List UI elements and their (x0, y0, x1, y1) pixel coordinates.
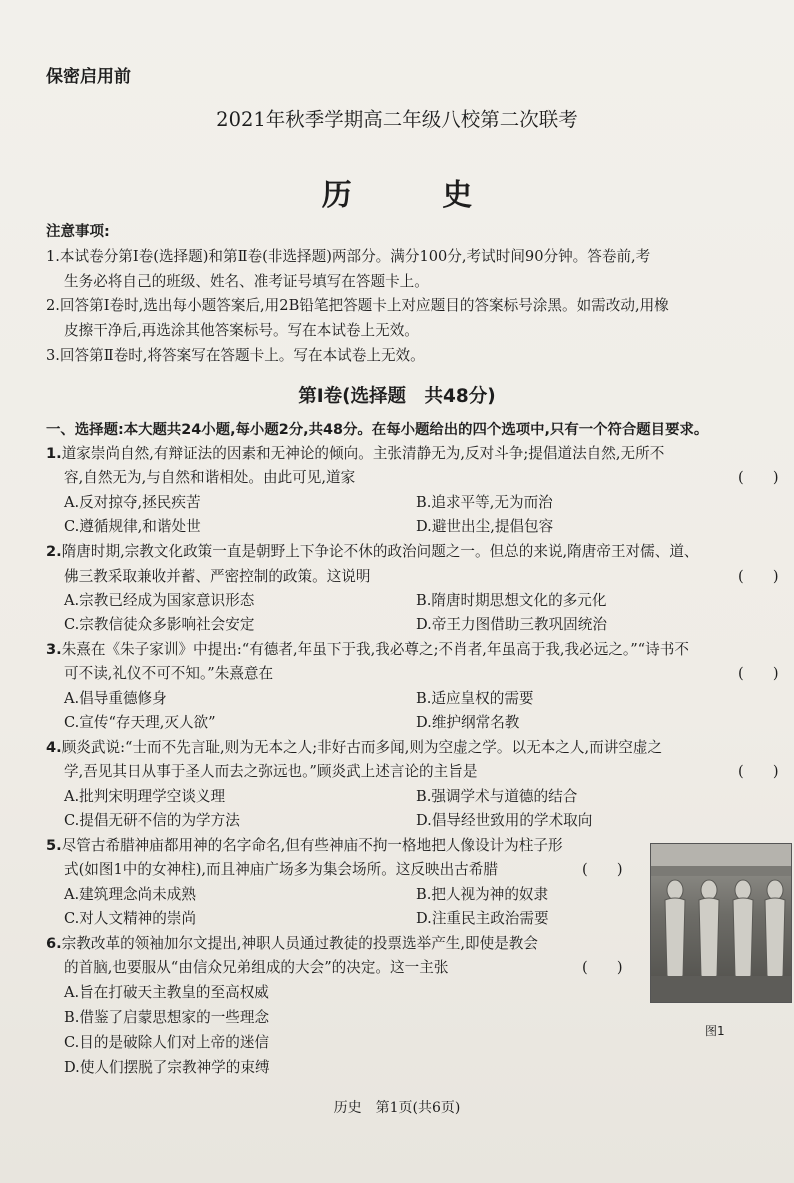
question-1-stem-line: 容,自然无为,与自然和谐相处。由此可见,道家 (64, 469, 356, 486)
option: B.适应皇权的需要 (416, 690, 534, 707)
answer-parentheses: ( ) (738, 763, 779, 780)
option: D.倡导经世致用的学术取向 (416, 812, 593, 829)
part-instructions (46, 418, 708, 439)
stem-text: 尽管古希腊神庙都用神的名字命名,但有些神庙不拘一格地把人像设计为柱子形 (61, 837, 563, 854)
option: A.反对掠夺,拯民疾苦 (64, 494, 201, 511)
question-2-stem-line (46, 540, 699, 561)
question-2-stem-line: 佛三教采取兼收并蓄、严密控制的政策。这说明 (64, 568, 371, 585)
option: C.对人文精神的崇尚 (64, 910, 197, 927)
option: A.建筑理念尚未成熟 (64, 886, 196, 903)
question-number: 3. (46, 641, 62, 658)
question-5-stem-line: 式(如图1中的女神柱),而且神庙广场多为集会场所。这反映出古希腊 (64, 861, 498, 878)
option: C.宗教信徒众多影响社会安定 (64, 616, 255, 633)
answer-parentheses: ( ) (738, 469, 779, 486)
option: C.宣传“存天理,灭人欲” (64, 714, 216, 731)
option: B.借鉴了启蒙思想家的一些理念 (64, 1009, 270, 1026)
part-instruction: 在每小题给出的四个选项中,只有一个符合题目要求。 (371, 422, 709, 438)
answer-parentheses: ( ) (582, 861, 623, 878)
option: A.批判宋明理学空谈义理 (64, 788, 226, 805)
option: A.旨在打破天主教皇的至高权威 (64, 984, 269, 1001)
question-4-stem-line (46, 736, 662, 757)
option: C.目的是破除人们对上帝的迷信 (64, 1034, 270, 1051)
stem-text: 道家崇尚自然,有辩证法的因素和无神论的倾向。主张清静无为,反对斗争;提倡道法自然,无所不 (61, 445, 665, 462)
question-number: 5. (46, 837, 62, 854)
stem-text: 宗教改革的领袖加尔文提出,神职人员通过教徒的投票选举产生,即使是教会 (61, 935, 538, 952)
question-3-stem-line (46, 638, 689, 659)
option: D.使人们摆脱了宗教神学的束缚 (64, 1059, 270, 1076)
question-number: 1. (46, 445, 62, 462)
page-footer: 历史 第1页(共6页) (333, 1100, 461, 1116)
option: B.隋唐时期思想文化的多元化 (416, 592, 607, 609)
question-number: 2. (46, 543, 62, 560)
caryatid-illustration (651, 844, 791, 1002)
option: D.维护纲常名教 (416, 714, 520, 731)
part-label: 一、选择题:本大题共24小题,每小题2分,共48分。 (46, 422, 372, 438)
option: B.强调学术与道德的结合 (416, 788, 578, 805)
option: C.遵循规律,和谐处世 (64, 518, 201, 535)
option: B.追求平等,无为而治 (416, 494, 553, 511)
caryatid-photo (650, 843, 792, 1003)
answer-parentheses: ( ) (738, 568, 779, 585)
question-6-stem-line (46, 932, 538, 953)
question-number: 6. (46, 935, 62, 952)
notice-line: 3.回答第Ⅱ卷时,将答案写在答题卡上。写在本试卷上无效。 (46, 347, 425, 364)
notice-title: 注意事项: (46, 224, 110, 240)
figure-caption: 图1 (705, 1024, 725, 1038)
question-1-stem-line (46, 442, 664, 463)
question-3-stem-line: 可不读,礼仪不可不知。”朱熹意在 (64, 665, 274, 682)
question-4-stem-line: 学,吾见其日从事于圣人而去之弥远也。”顾炎武上述言论的主旨是 (64, 763, 478, 780)
stem-text: 朱熹在《朱子家训》中提出:“有德者,年虽下于我,我必尊之;不肖者,年虽高于我,我必远之。”“诗书不 (61, 641, 689, 658)
notice-line: 皮擦干净后,再选涂其他答案标号。写在本试卷上无效。 (64, 322, 419, 339)
option: B.把人视为神的奴隶 (416, 886, 549, 903)
stem-text: 隋唐时期,宗教文化政策一直是朝野上下争论不休的政治问题之一。但总的来说,隋唐帝王对儒、道、 (61, 543, 699, 560)
option: A.宗教已经成为国家意识形态 (64, 592, 255, 609)
question-6-stem-line: 的首脑,也要服从“由信众兄弟组成的大会”的决定。这一主张 (64, 959, 449, 976)
question-number: 4. (46, 739, 62, 756)
option: A.倡导重德修身 (64, 690, 167, 707)
notice-line: 生务必将自己的班级、姓名、准考证号填写在答题卡上。 (64, 273, 429, 290)
answer-parentheses: ( ) (738, 665, 779, 682)
exam-title: 2021年秋季学期高二年级八校第二次联考 (216, 108, 578, 131)
option: D.避世出尘,提倡包容 (416, 518, 554, 535)
option: C.提倡无研不信的为学方法 (64, 812, 240, 829)
question-5-stem-line (46, 834, 563, 855)
notice-line: 2.回答第Ⅰ卷时,选出每小题答案后,用2B铅笔把答题卡上对应题目的答案标号涂黑。如需改动,用橡 (46, 297, 669, 314)
option: D.注重民主政治需要 (416, 910, 549, 927)
section-title: 第Ⅰ卷(选择题 共48分) (298, 386, 496, 407)
notice-line: 1.本试卷分第Ⅰ卷(选择题)和第Ⅱ卷(非选择题)两部分。满分100分,考试时间90分钟。答卷前,考 (46, 248, 651, 265)
answer-parentheses: ( ) (582, 959, 623, 976)
secret-label: 保密启用前 (46, 67, 131, 87)
stem-text: 顾炎武说:“士而不先言耻,则为无本之人;非好古而多闻,则为空虚之学。以无本之人,而讲空虚之 (61, 739, 663, 756)
option: D.帝王力图借助三教巩固统治 (416, 616, 607, 633)
subject-title: 历 史 (321, 178, 513, 213)
